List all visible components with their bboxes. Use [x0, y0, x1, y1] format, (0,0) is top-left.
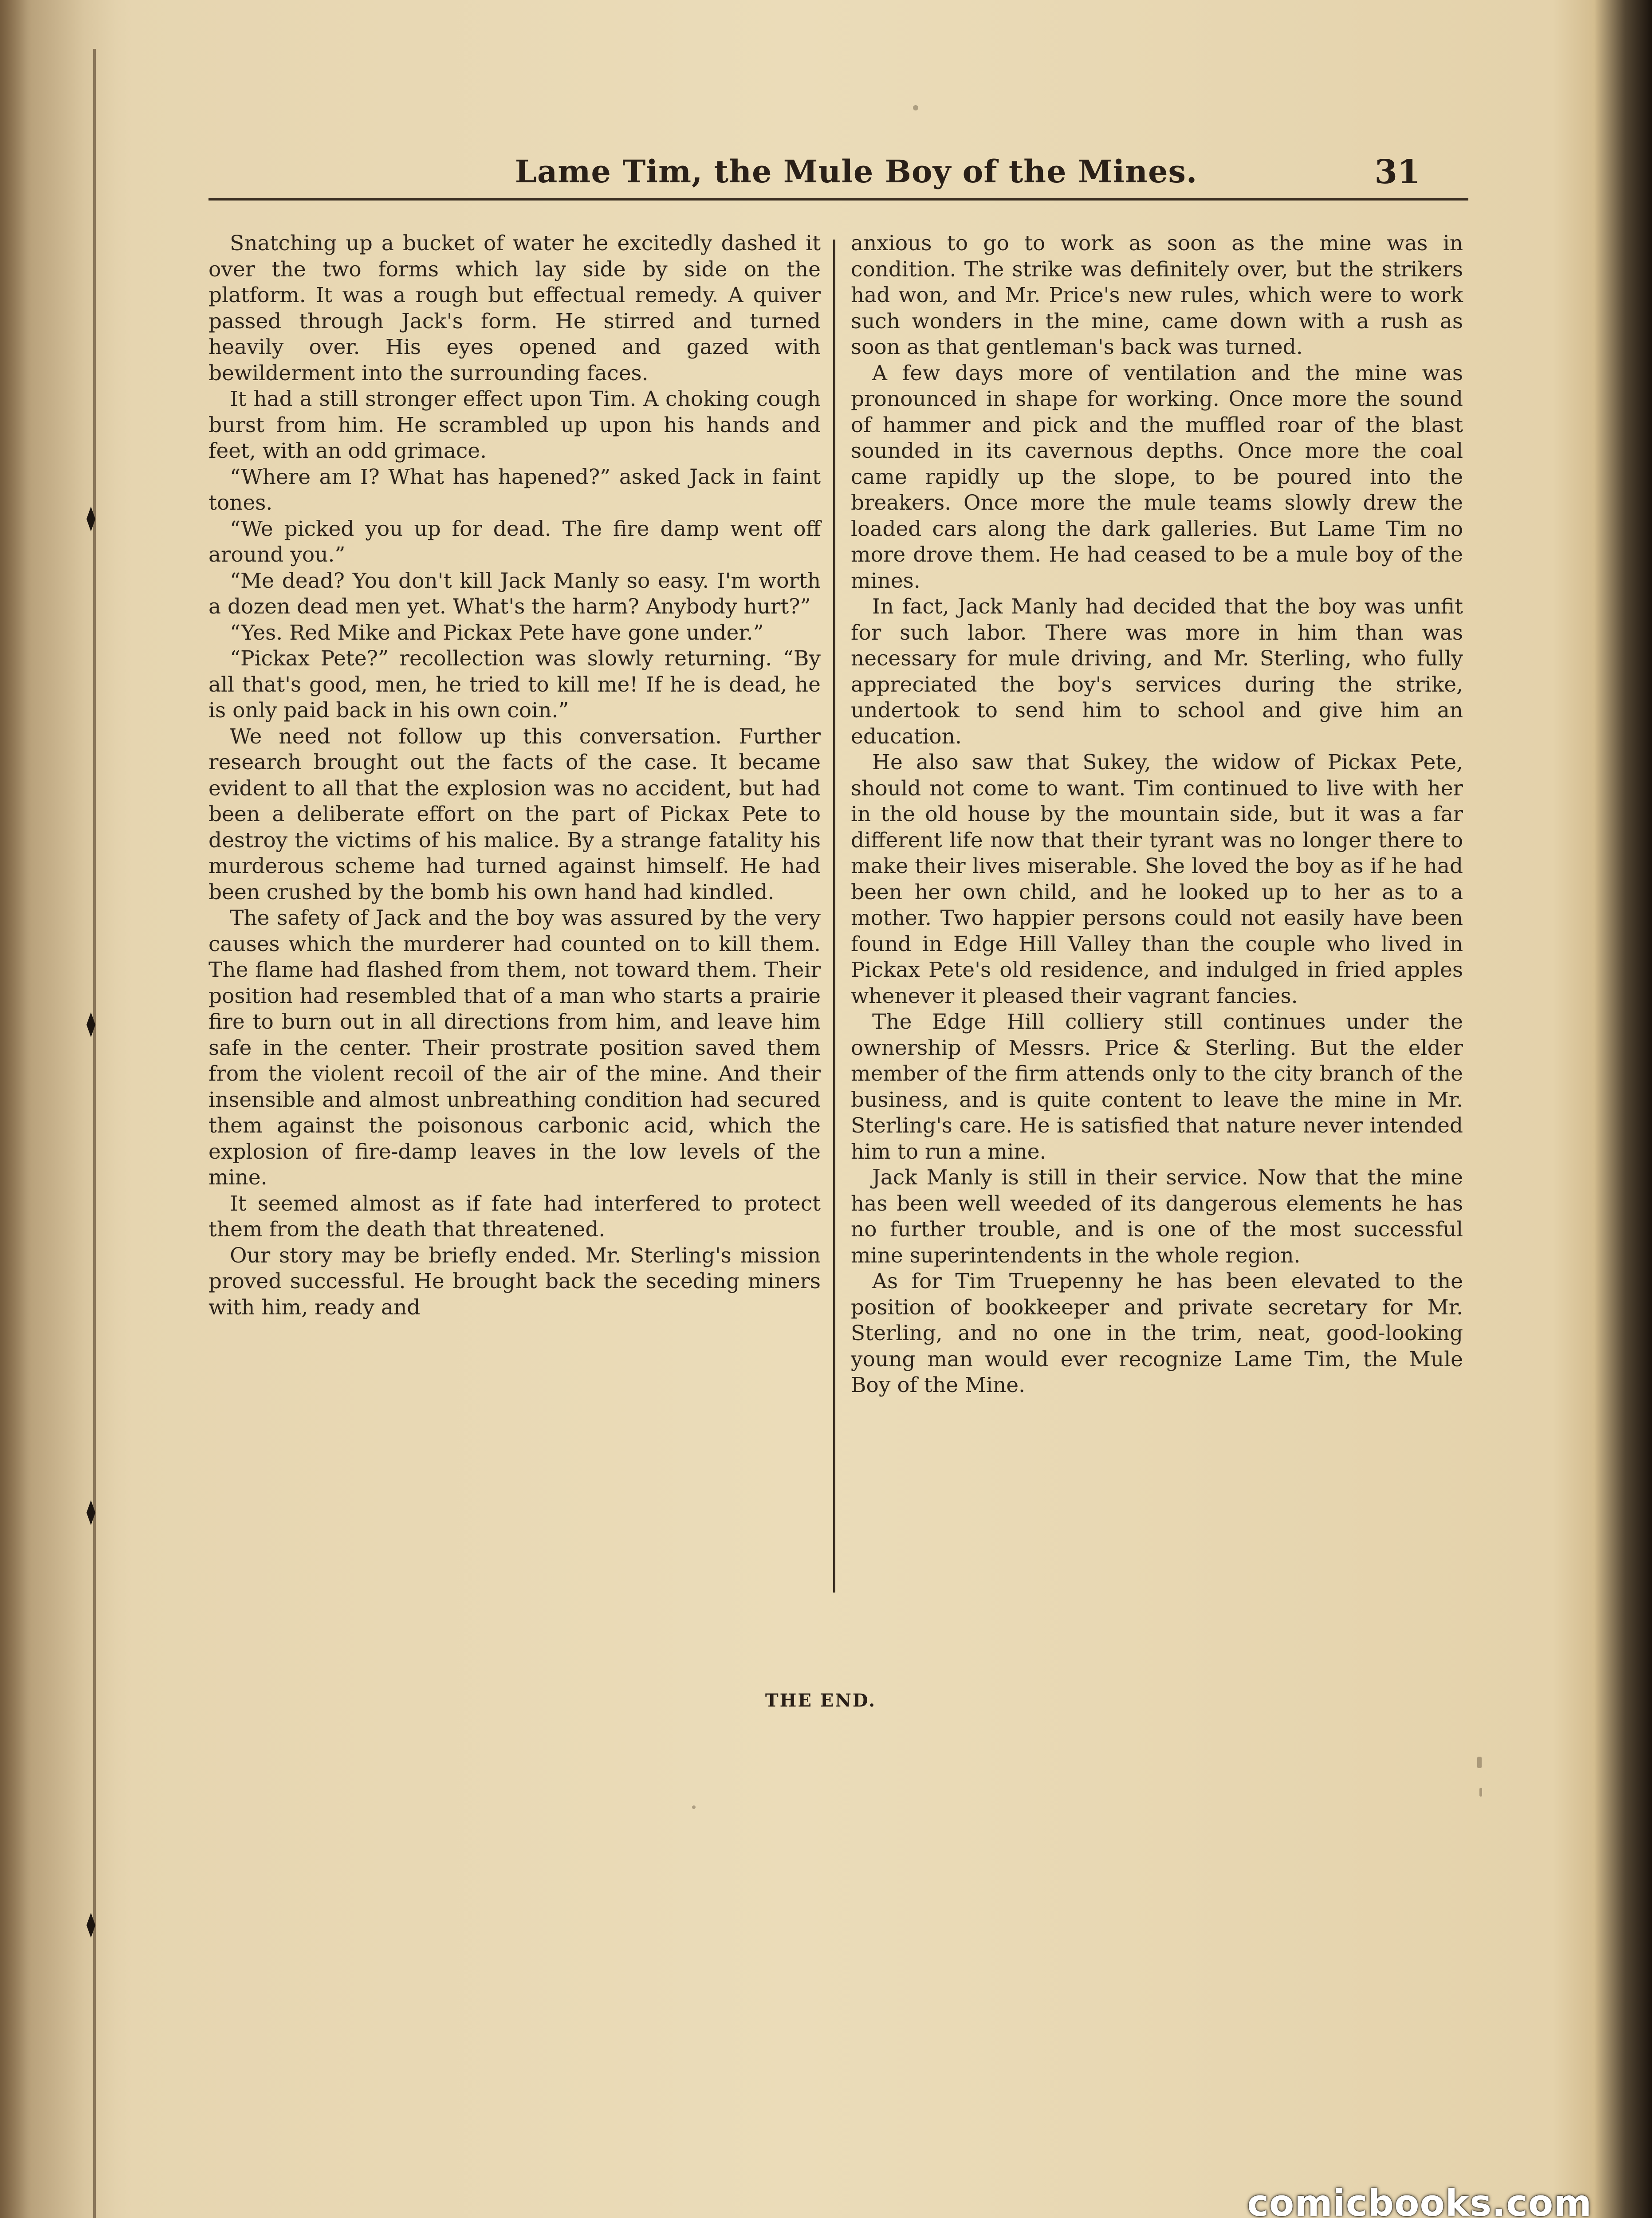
paragraph: “Where am I? What has hapened?” asked Jack in faint tones. — [208, 464, 821, 515]
page-edge-shadow — [1594, 0, 1652, 2218]
paragraph: Snatching up a bucket of water he excitedly dashed it over the two forms which lay side by side on the platform. It was a rough but effectual remedy. A quiver passed through Jack's form. He stirred and turned heavily over. His eyes opened and gazed with bewilderment into the surrounding faces. — [208, 231, 821, 385]
paragraph: The safety of Jack and the boy was assured by the very causes which the murderer had counted on to kill them. The flame had flashed from them, not toward them. Their position had resembled that of a man who starts a prairie fire to burn out in all directions from him, and leave him safe in the center. Their prostrate position saved them from the violent recoil of the air of the mine. And their insensible and almost unbreathing condition had secured them against the poisonous carbonic acid, which the explosion of fire-damp leaves in the low levels of the mine. — [208, 906, 821, 1190]
site-watermark: comicbooks.com — [1247, 2183, 1592, 2218]
binding-stitch-icon — [78, 506, 104, 532]
paragraph: We need not follow up this conversation. Further research brought out the facts of the case. It became evident to all that the explosion was no accident, but had been a deliberate effort on the part of Pickax Pete to destroy the victims of his malice. By a strange fatality his murderous scheme had turned against himself. He had been crushed by the bomb his own hand had kindled. — [208, 724, 821, 905]
paragraph: Our story may be briefly ended. Mr. Sterling's mission proved successful. He brought back the seceding miners with him, ready and — [208, 1243, 821, 1320]
left-column — [208, 231, 821, 1321]
column-divider — [833, 240, 835, 1593]
the-end-label: THE END. — [765, 1690, 877, 1711]
paragraph: “Me dead? You don't kill Jack Manly so easy. I'm worth a dozen dead men yet. What's the harm? Anybody hurt?” — [208, 568, 821, 619]
paragraph: As for Tim Truepenny he has been elevated to the position of bookkeeper and private secretary for Mr. Sterling, and no one in the trim, neat, good-looking young man would ever recognize Lame Tim, the Mule Boy of the Mine. — [851, 1269, 1463, 1397]
header-rule — [208, 198, 1468, 201]
paper-speck — [913, 105, 918, 110]
binding-stitch-icon — [78, 1011, 104, 1038]
running-title: Lame Tim, the Mule Boy of the Mines. — [515, 153, 1198, 190]
page-number: 31 — [1374, 153, 1420, 191]
paragraph: “Yes. Red Mike and Pickax Pete have gone under.” — [230, 620, 764, 645]
paragraph: He also saw that Sukey, the widow of Pickax Pete, should not come to want. Tim continued to live with her in the old house by the mountain side, but it was a far different life now that their tyrant was no longer there to make their lives miserable. She loved the boy as if he had been her own child, and he looked up to her as to a mother. Two happier persons could not easily have been found in Edge Hill Valley than the couple who lived in Pickax Pete's old residence, and indulged in fried apples whenever it pleased their vagrant fancies. — [851, 750, 1463, 1008]
paragraph: A few days more of ventilation and the mine was pronounced in shape for working. Once more the sound of hammer and pick and the muffled roar of the blast sounded in its cavernous depths. Once more the coal came rapidly up the slope, to be poured into the breakers. Once more the mule teams slowly drew the loaded cars along the dark galleries. But Lame Tim no more drove them. He had ceased to be a mule boy of the mines. — [851, 361, 1463, 593]
paragraph: It had a still stronger effect upon Tim. A choking cough burst from him. He scrambled up upon his hands and feet, with an odd grimace. — [208, 387, 821, 463]
binding-stitch-icon — [78, 1912, 104, 1939]
binding-stitch-icon — [78, 1499, 104, 1526]
paragraph-continuation: anxious to go to work as soon as the mine was in condition. The strike was definitely over, but the strikers had won, and Mr. Price's new rules, which were to work such wonders in the mine, came down with a rush as soon as that gentleman's back was turned. — [851, 231, 1463, 359]
paragraph: The Edge Hill colliery still continues under the ownership of Messrs. Price & Sterling. But the elder member of the firm attends only to the city branch of the business, and is quite content to leave the mine in Mr. Sterling's care. He is satisfied that nature never intended him to run a mine. — [851, 1010, 1463, 1164]
spine-shadow — [0, 0, 133, 2218]
paragraph: It seemed almost as if fate had interfered to protect them from the death that threatened. — [208, 1191, 821, 1242]
paragraph: “We picked you up for dead. The fire damp went off around you.” — [208, 516, 821, 567]
paper-speck — [1479, 1788, 1482, 1797]
gutter-fold — [93, 49, 96, 2218]
right-column — [851, 231, 1463, 1399]
paper-speck — [1477, 1757, 1482, 1768]
paragraph: “Pickax Pete?” recollection was slowly returning. “By all that's good, men, he tried to kill me! If he is dead, he is only paid back in his own coin.” — [208, 646, 821, 723]
paragraph: In fact, Jack Manly had decided that the boy was unfit for such labor. There was more in him than was necessary for mule driving, and Mr. Sterling, who fully appreciated the boy's services during the strike, undertook to send him to school and give him an education. — [851, 594, 1463, 749]
paragraph: Jack Manly is still in their service. Now that the mine has been well weeded of its dangerous elements he has no further trouble, and is one of the most successful mine superintendents in the whole region. — [851, 1165, 1463, 1268]
paper-speck — [692, 1805, 696, 1809]
